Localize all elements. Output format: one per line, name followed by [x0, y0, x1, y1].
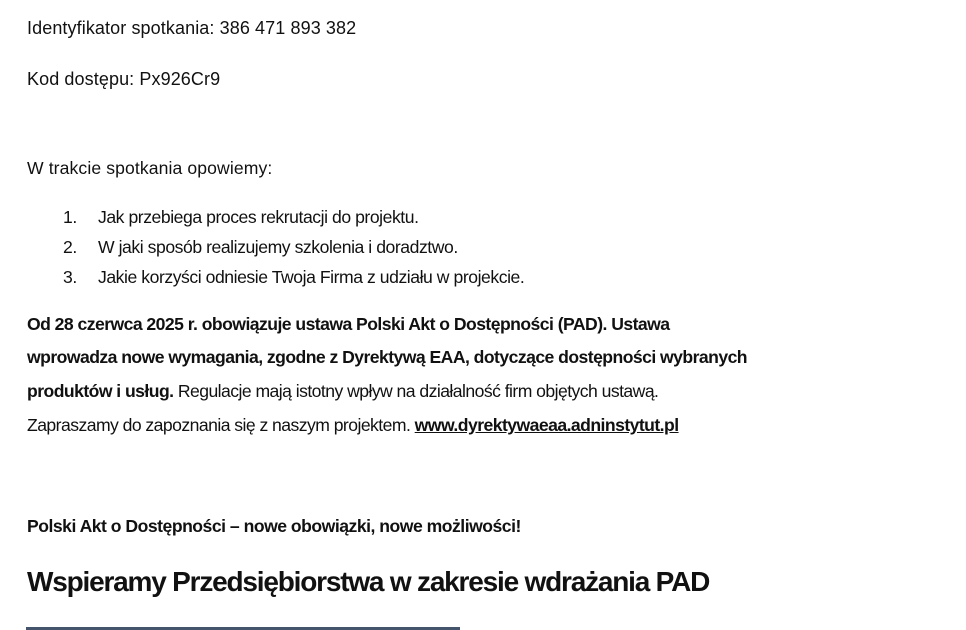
pad-line-2: wprowadza nowe wymagania, zgodne z Dyrektywą EAA, dotyczące dostępności wybranych	[27, 347, 747, 367]
list-text: W jaki sposób realizujemy szkolenia i doradztwo.	[98, 237, 458, 257]
subheading: Polski Akt o Dostępności – nowe obowiązki, nowe możliwości!	[27, 516, 521, 536]
pad-invite: Zapraszamy do zapoznania się z naszym projektem.	[27, 415, 415, 435]
agenda-intro: W trakcie spotkania opowiemy:	[27, 158, 273, 178]
pad-line-3-rest: Regulacje mają istotny wpływ na działalność firm objętych ustawą.	[173, 381, 659, 401]
list-number: 2.	[63, 237, 77, 257]
pad-line-4	[27, 415, 679, 436]
access-code: Kod dostępu: Px926Cr9	[27, 69, 221, 89]
list-number: 1.	[63, 207, 77, 227]
project-link[interactable]: www.dyrektywaeaa.adninstytut.pl	[414, 415, 679, 435]
list-number: 3.	[63, 267, 77, 287]
list-text: Jak przebiega proces rekrutacji do projektu.	[98, 207, 419, 227]
pad-line-3-bold: produktów i usług.	[27, 381, 174, 401]
pad-line-1: Od 28 czerwca 2025 r. obowiązuje ustawa Polski Akt o Dostępności (PAD). Ustawa	[27, 314, 670, 334]
list-text: Jakie korzyści odniesie Twoja Firma z udziału w projekcie.	[98, 267, 525, 287]
meeting-id: Identyfikator spotkania: 386 471 893 382	[27, 18, 357, 38]
page-heading: Wspieramy Przedsiębiorstwa w zakresie wdrażania PAD	[27, 566, 710, 597]
pad-line-3	[27, 381, 658, 402]
